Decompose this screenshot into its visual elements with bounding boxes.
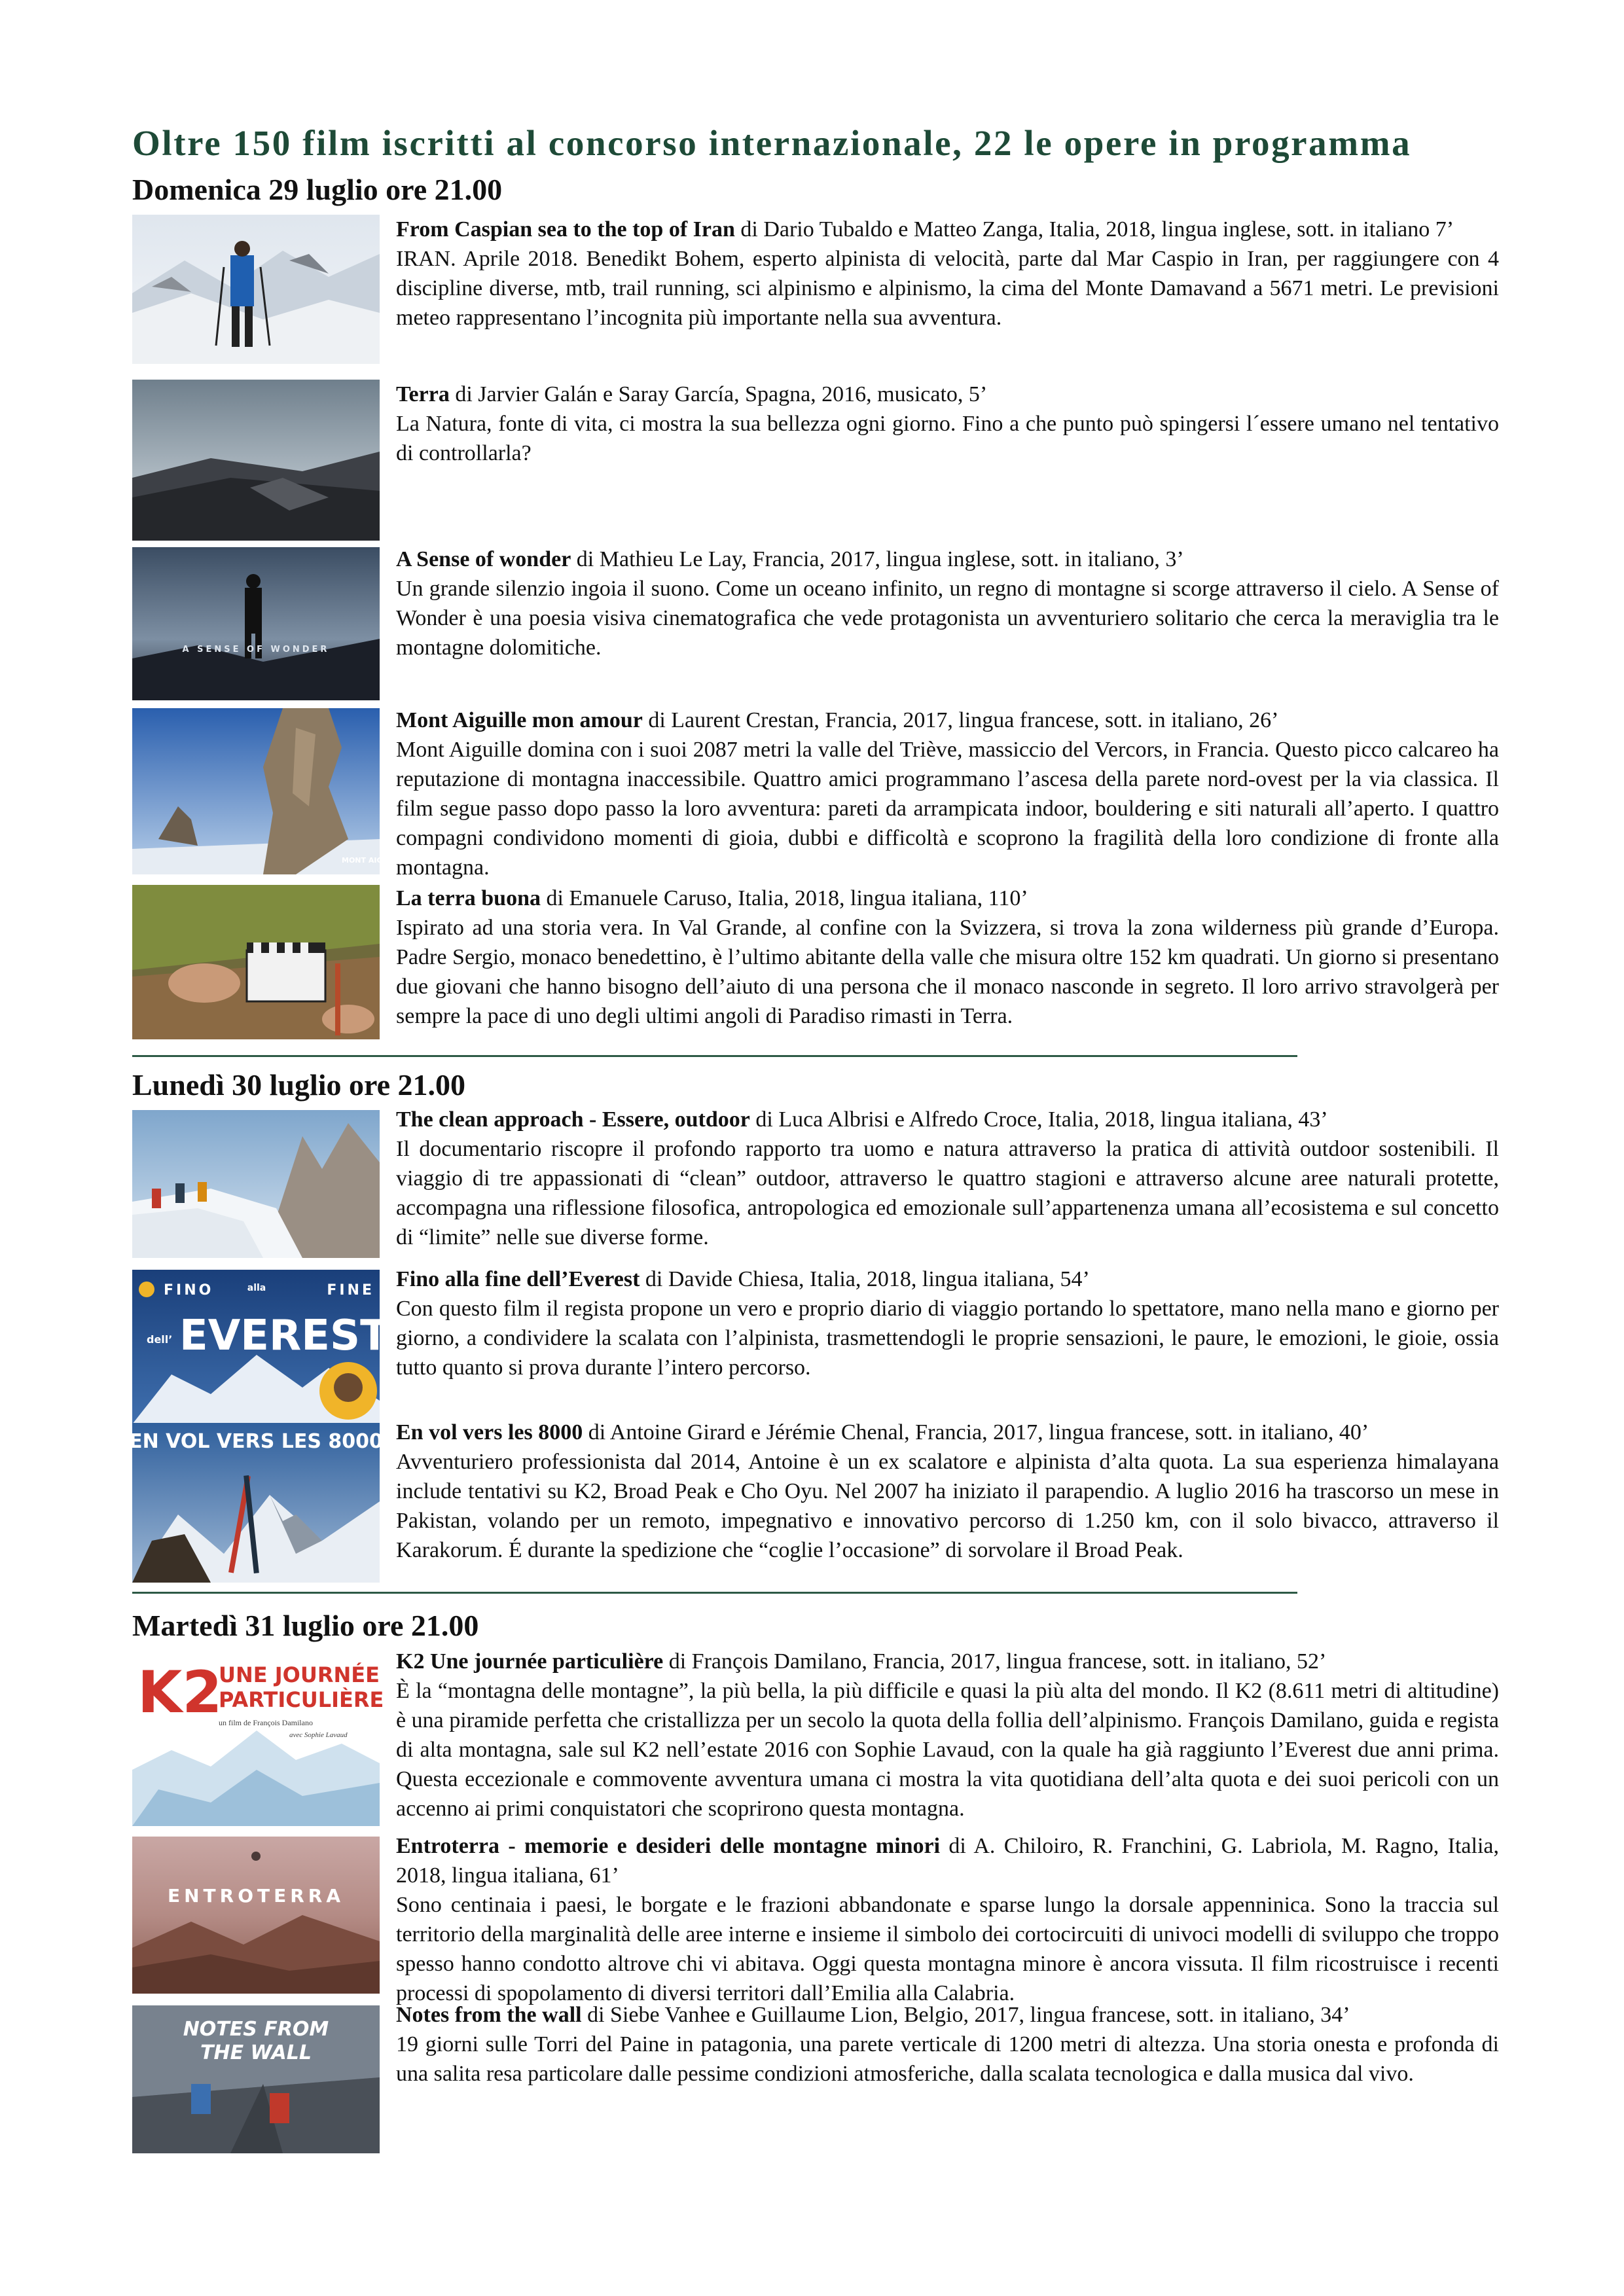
section-divider xyxy=(132,1592,1297,1594)
film-thumbnail-clean-approach xyxy=(132,1110,380,1258)
film-title: Notes from the wall xyxy=(396,2003,582,2027)
film-heading xyxy=(396,1418,1499,1447)
film-title: A Sense of wonder xyxy=(396,547,571,571)
film-heading xyxy=(396,1831,1499,1890)
film-synopsis: È la “montagna delle montagne”, la più bella, la più difficile e quasi la più alta del mondo. Il K2 (8.611 metri di altitudine) è una piramide perfetta che cristallizza per un secolo la quota della follia dell’alpinismo. François Damilano, guida e regista di alta montagna, sale sul K2 nell’estate 2016 con Sophie Lavaud, con la quale ha già raggiunto l’Everest due anni prima. Questa eccezionale e commovente avventura umana ci mostra la vita quotidiana dell’alta quota e dei suoi pericoli con un accenno ai primi conquistatori che scoprirono questa montagna. xyxy=(396,1679,1499,1821)
film-entry-k2 xyxy=(396,1647,1499,1823)
film-credits: di Emanuele Caruso, Italia, 2018, lingua italiana, 110’ xyxy=(541,886,1028,910)
film-synopsis: Un grande silenzio ingoia il suono. Come un oceano infinito, un regno di montagne si scorge attraverso il cielo. A Sense of Wonder è una poesia visiva cinematografica che vede protagonista un avventuriero solitario che cerca la meraviglia tra le montagne dolomitiche. xyxy=(396,577,1499,660)
poster-k2-big: K2 xyxy=(137,1659,223,1726)
poster-k2-line1: UNE JOURNÉE xyxy=(219,1662,380,1687)
film-thumbnail-en-vol xyxy=(129,1423,383,1583)
poster-everest-main: EVEREST xyxy=(179,1312,389,1360)
film-heading xyxy=(396,1105,1499,1134)
film-credits: di Jarvier Galán e Saray García, Spagna, 2016, musicato, 5’ xyxy=(449,382,988,406)
film-entry-en-vol xyxy=(396,1418,1499,1565)
film-credits: di François Damilano, Francia, 2017, lingua francese, sott. in italiano, 52’ xyxy=(663,1649,1327,1674)
film-thumbnail-caspian xyxy=(132,215,380,364)
film-entry-entroterra xyxy=(396,1831,1499,2008)
film-synopsis: Ispirato ad una storia vera. In Val Grande, al confine con la Svizzera, si trova la zona wilderness più grande d’Europa. Padre Sergio, monaco benedettino, è l’ultimo abitante della valle che misura oltre 152 km quadrati. Un giorno si presentano due giovani che hanno bisogno dell’aiuto di una persona che il monaco nasconde in segreto. Il loro arrivo stravolgerà per sempre la pace di uno degli ultimi angoli di Paradiso rimasti in Terra. xyxy=(396,916,1499,1028)
film-title: Mont Aiguille mon amour xyxy=(396,708,643,732)
film-thumbnail-terra-buona xyxy=(132,885,380,1039)
film-entry-sense-of-wonder xyxy=(396,545,1499,662)
film-credits: di Mathieu Le Lay, Francia, 2017, lingua inglese, sott. in italiano, 3’ xyxy=(571,547,1184,571)
film-entry-terra xyxy=(396,380,1499,468)
film-synopsis: Avventuriero professionista dal 2014, Antoine è un ex scalatore e alpinista d’alta quota. La sua esperienza himalayana include tentativi su K2, Broad Peak e Cho Oyu. Nel 2007 ha iniziato il parapendio. A luglio 2016 ha trascorso un mese in Pakistan, volando per un remoto, impegnativo e innovativo percorso di 1.250 km, con il solo bivacco, attraverso il Karakorum. É durante la spedizione che “coglie l’occasione” di sorvolare il Broad Peak. xyxy=(396,1450,1499,1562)
poster-everest-alla: alla xyxy=(247,1283,266,1293)
film-credits: di Siebe Vanhee e Guillaume Lion, Belgio, 2017, lingua francese, sott. in italiano, 34’ xyxy=(581,2003,1350,2027)
film-credits: di Luca Albrisi e Alfredo Croce, Italia, 2018, lingua italiana, 43’ xyxy=(749,1107,1328,1132)
film-credits: di Laurent Crestan, Francia, 2017, lingua francese, sott. in italiano, 26’ xyxy=(642,708,1279,732)
poster-notes-line1: NOTES FROM xyxy=(183,2018,329,2041)
film-synopsis: La Natura, fonte di vita, ci mostra la sua bellezza ogni giorno. Fino a che punto può spingersi l´essere umano nel tentativo di controllarla? xyxy=(396,412,1499,465)
film-title: Terra xyxy=(396,382,450,406)
film-heading xyxy=(396,2000,1499,2030)
section-divider xyxy=(132,1055,1297,1057)
poster-title-sense: A SENSE OF WONDER xyxy=(182,645,330,655)
poster-everest-fine: FINE xyxy=(327,1282,374,1299)
poster-title-envol: EN VOL VERS LES 8000 xyxy=(129,1430,383,1453)
film-credits: di Davide Chiesa, Italia, 2018, lingua italiana, 54’ xyxy=(640,1267,1090,1291)
film-entry-notes-from-the-wall xyxy=(396,2000,1499,2089)
film-thumbnail-terra xyxy=(132,380,380,541)
film-credits: di Antoine Girard e Jérémie Chenal, Francia, 2017, lingua francese, sott. in italiano, 40’ xyxy=(583,1420,1369,1444)
film-thumbnail-notes-from-the-wall xyxy=(132,2005,380,2153)
film-heading xyxy=(396,884,1499,913)
film-synopsis: Con questo film il regista propone un vero e proprio diario di viaggio portando lo spettatore, mano nella mano e giorno per giorno, a condividere la scalata con l’alpinista, trasmettendogli le proprie sensazioni, le paure, le emozioni, le gioie, ossia tutto quanto si prova durante l’intero percorso. xyxy=(396,1297,1499,1380)
film-thumbnail-sense-of-wonder xyxy=(132,547,380,700)
day-heading-tuesday: Martedì 31 luglio ore 21.00 xyxy=(132,1609,479,1642)
film-heading xyxy=(396,215,1499,244)
poster-k2-with: avec Sophie Lavaud xyxy=(289,1731,348,1739)
poster-everest-fino: FINO xyxy=(164,1282,214,1299)
film-entry-mont-aiguille xyxy=(396,706,1499,882)
film-synopsis: Sono centinaia i paesi, le borgate e le frazioni abbandonate e sparse lungo la dorsale appenninica. Sono la traccia sul territorio della marginalità delle aree interne e insieme il simbolo dei cortocircuiti di univoci modelli di sviluppo che troppo spesso hanno condotto altrove chi vi abitava. Oggi questa montagna minore è ancora vissuta. Il film ricostruisce i recenti processi di spopolamento di diversi territori dall’Emilia alla Calabria. xyxy=(396,1893,1499,2005)
film-title: K2 Une journée particulière xyxy=(396,1649,664,1674)
film-title: La terra buona xyxy=(396,886,541,910)
film-heading xyxy=(396,706,1499,735)
poster-title-aiguille: MONT AIGUILLE xyxy=(342,856,406,865)
film-entry-caspian xyxy=(396,215,1499,332)
poster-k2-line2: PARTICULIÈRE xyxy=(219,1687,384,1712)
film-synopsis: Il documentario riscopre il profondo rapporto tra uomo e natura attraverso la pratica di attività outdoor sostenibili. Il viaggio di tre appassionati di “clean” outdoor, attraverso le quattro stagioni e attraverso alcune aree naturali protette, accompagna una riflessione filosofica, antropologica ed emozionale sull’appartenenza umana all’ecosistema e sul concetto di “limite” nelle sue diverse forme. xyxy=(396,1137,1499,1249)
film-thumbnail-entroterra xyxy=(132,1837,380,1994)
poster-k2-sub: un film de François Damilano xyxy=(219,1718,313,1727)
film-title: The clean approach - Essere, outdoor xyxy=(396,1107,750,1132)
film-title: Fino alla fine dell’Everest xyxy=(396,1267,640,1291)
film-title: En vol vers les 8000 xyxy=(396,1420,583,1444)
film-entry-terra-buona xyxy=(396,884,1499,1031)
film-credits: di A. Chiloiro, R. Franchini, G. Labriola, M. Ragno, Italia, 2018, lingua italiana, 61’ xyxy=(396,1834,1499,1888)
film-synopsis: IRAN. Aprile 2018. Benedikt Bohem, esperto alpinista di velocità, parte dal Mar Caspio in Iran, per raggiungere con 4 discipline diverse, mtb, trail running, sci alpinismo e alpinismo, la cima del Monte Damavand a 5671 metri. Le previsioni meteo rappresentano l’incognita più importante nella sua avventura. xyxy=(396,247,1499,330)
day-heading-monday: Lunedì 30 luglio ore 21.00 xyxy=(132,1068,466,1102)
film-heading xyxy=(396,545,1499,574)
film-credits: di Dario Tubaldo e Matteo Zanga, Italia, 2018, lingua inglese, sott. in italiano 7’ xyxy=(734,217,1454,242)
film-entry-everest xyxy=(396,1265,1499,1382)
film-heading xyxy=(396,1647,1499,1676)
film-thumbnail-mont-aiguille xyxy=(132,708,406,874)
poster-notes-line2: THE WALL xyxy=(200,2041,312,2064)
film-title: Entroterra - memorie e desideri delle montagne minori xyxy=(396,1834,941,1858)
page-title: Oltre 150 film iscritti al concorso internazionale, 22 le opere in programma xyxy=(132,123,1412,163)
day-heading-sunday: Domenica 29 luglio ore 21.00 xyxy=(132,173,503,206)
poster-title-entroterra: ENTROTERRA xyxy=(167,1885,345,1907)
film-entry-clean-approach xyxy=(396,1105,1499,1252)
film-title: From Caspian sea to the top of Iran xyxy=(396,217,735,242)
film-thumbnail-everest xyxy=(132,1270,389,1424)
film-heading xyxy=(396,380,1499,409)
film-thumbnail-k2 xyxy=(132,1652,384,1826)
film-synopsis: 19 giorni sulle Torri del Paine in patagonia, una parete verticale di 1200 metri di altezza. Una storia onesta e profonda di una salita resa particolare dalle pessime condizioni atmosferiche, dalla scalata tecnologica e dalla musica dal vivo. xyxy=(396,2032,1499,2086)
film-heading xyxy=(396,1265,1499,1294)
film-synopsis: Mont Aiguille domina con i suoi 2087 metri la valle del Triève, massiccio del Vercors, in Francia. Questo picco calcareo ha reputazione di montagna inaccessibile. Quattro amici programmano l’ascesa della parete nord-ovest per la via classica. Il film segue passo dopo passo la loro avventura: pareti da arrampicata indoor, bouldering e siti naturali all’aperto. I quattro compagni condividono momenti di gioia, dubbi e difficoltà e scoprono la fragilità della loro condizione di fronte alla montagna. xyxy=(396,738,1499,880)
poster-everest-dell: dell’ xyxy=(147,1333,173,1346)
